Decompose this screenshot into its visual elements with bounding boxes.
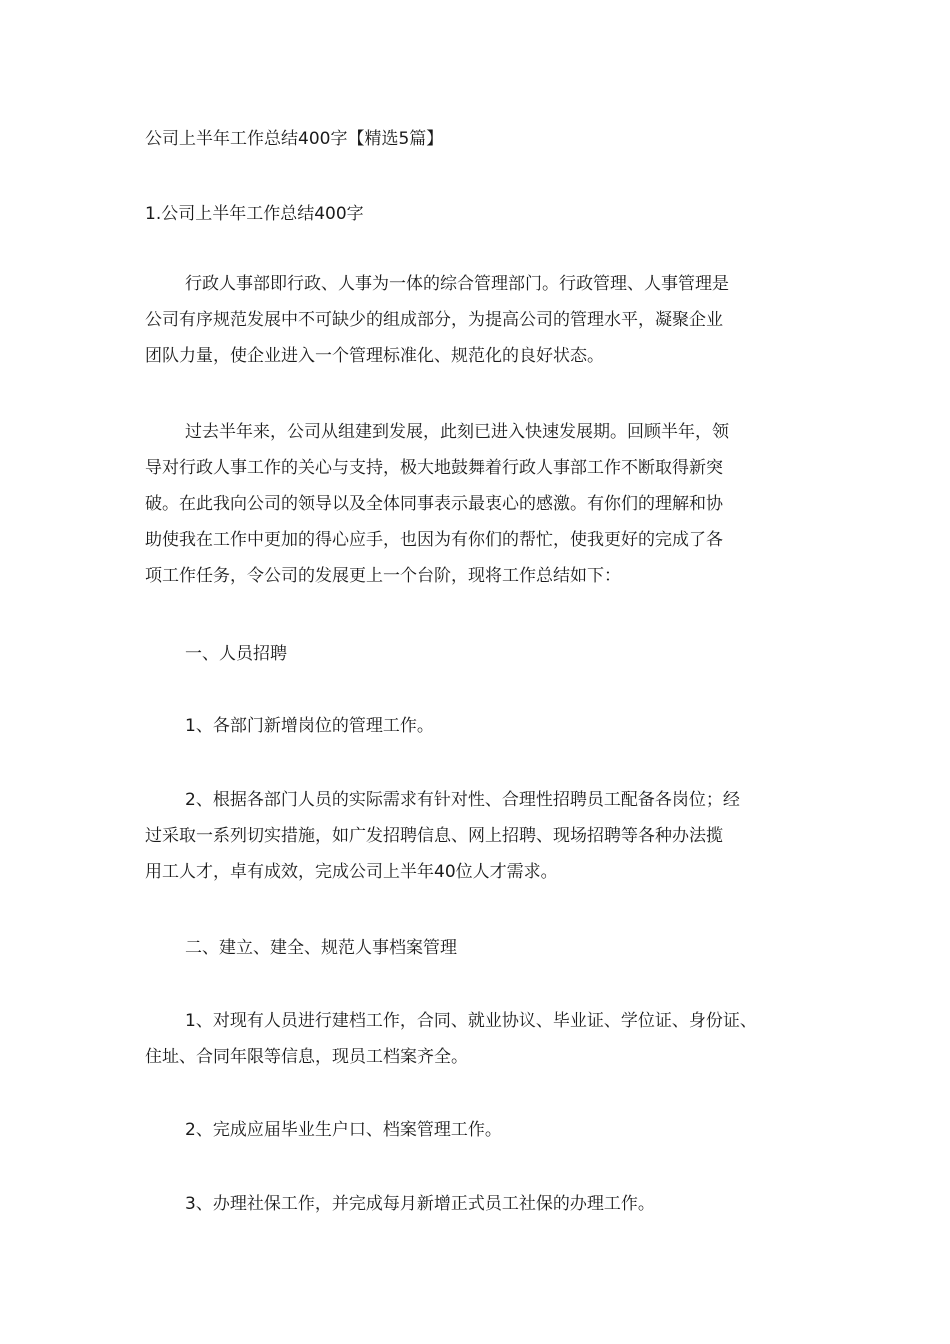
paragraph-line: 导对行政人事工作的关心与支持，极大地鼓舞着行政人事部工作不断取得新突 [145,458,723,478]
paragraph-line: 过采取一系列切实措施，如广发招聘信息、网上招聘、现场招聘等各种办法揽 [145,826,723,846]
paragraph-intro [145,266,810,374]
paragraph-line: 过去半年来，公司从组建到发展，此刻已进入快速发展期。回顾半年，领 [185,422,729,442]
item-recruitment-1 [145,708,810,744]
heading-recruitment [145,636,810,672]
item-archives-3 [145,1186,810,1222]
paragraph-line: 项工作任务，令公司的发展更上一个台阶，现将工作总结如下： [145,566,621,586]
item-recruitment-2 [145,782,810,890]
paragraph-line: 助使我在工作中更加的得心应手，也因为有你们的帮忙，使我更好的完成了各 [145,530,723,550]
paragraph-line: 3、办理社保工作，并完成每月新增正式员工社保的办理工作。 [185,1194,655,1214]
paragraph-line: 2、根据各部门人员的实际需求有针对性、合理性招聘员工配备各岗位；经 [185,790,740,810]
paragraph-line: 公司有序规范发展中不可缺少的组成部分，为提高公司的管理水平，凝聚企业 [145,310,723,330]
item-archives-1 [145,1003,810,1075]
section-heading-line: 二、建立、建全、规范人事档案管理 [185,938,457,958]
paragraph-line: 团队力量，使企业进入一个管理标准化、规范化的良好状态。 [145,346,604,366]
paragraph-line: 1、对现有人员进行建档工作，合同、就业协议、毕业证、学位证、身份证、 [185,1011,757,1031]
paragraph-line: 破。在此我向公司的领导以及全体同事表示最衷心的感激。有你们的理解和协 [145,494,723,514]
section-heading-line: 一、人员招聘 [185,644,287,664]
paragraph-line: 行政人事部即行政、人事为一体的综合管理部门。行政管理、人事管理是 [185,274,729,294]
paragraph-line: 1、各部门新增岗位的管理工作。 [185,716,434,736]
paragraph-line: 用工人才，卓有成效，完成公司上半年40位人才需求。 [145,862,558,882]
item-archives-2 [145,1112,810,1148]
section-heading: 1.公司上半年工作总结400字 [145,204,364,224]
paragraph-line: 2、完成应届毕业生户口、档案管理工作。 [185,1120,502,1140]
paragraph-line: 住址、合同年限等信息，现员工档案齐全。 [145,1047,468,1067]
document-title: 公司上半年工作总结400字【精选5篇】 [145,129,444,149]
heading-archives [145,930,810,966]
paragraph-review [145,414,810,594]
